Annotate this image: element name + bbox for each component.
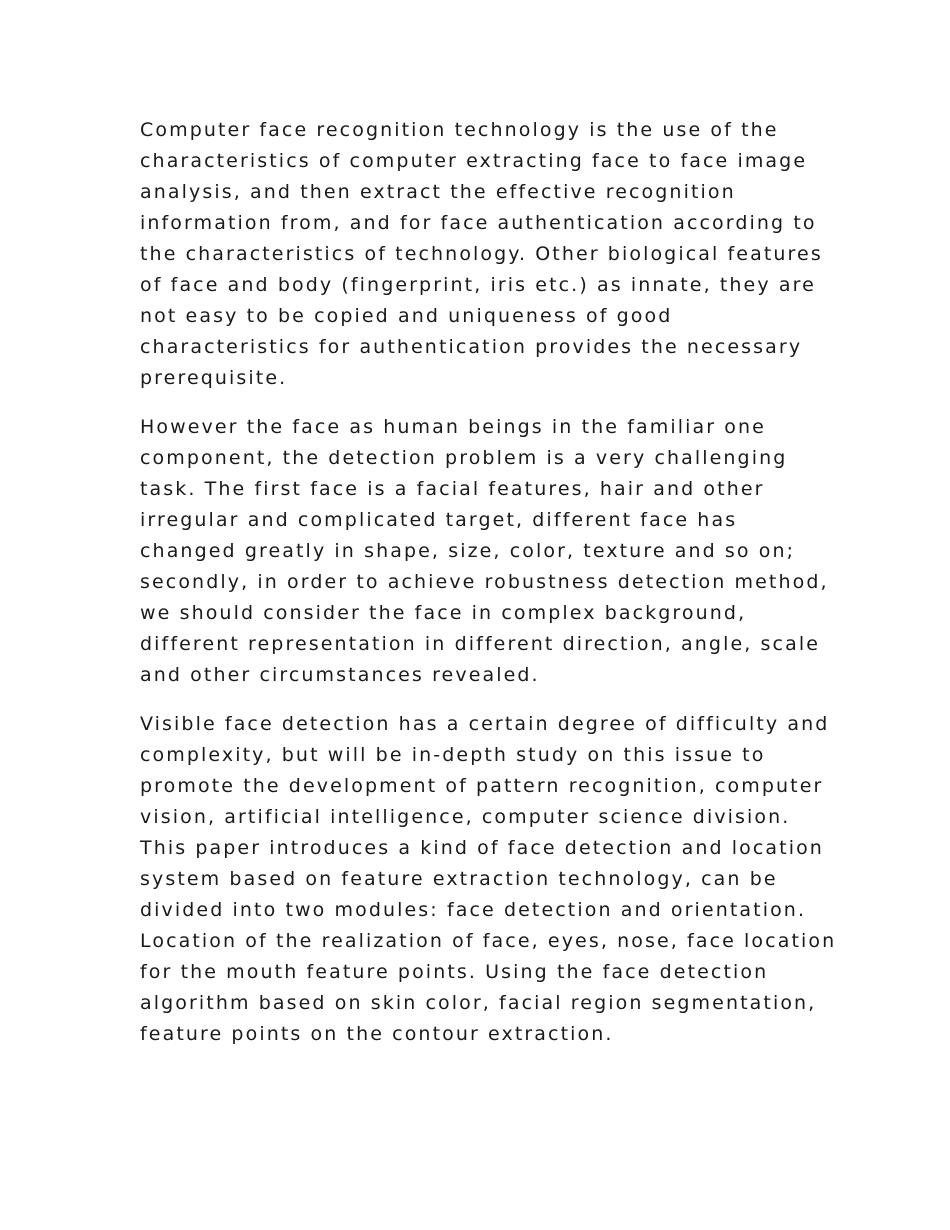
text-line: feature points on the contour extraction.	[140, 1023, 614, 1045]
text-line: for the mouth feature points. Using the face detection	[140, 961, 769, 983]
text-line: component, the detection problem is a very challenging	[140, 447, 788, 469]
text-line: and other circumstances revealed.	[140, 664, 540, 686]
text-line: irregular and complicated target, different face has	[140, 509, 738, 531]
text-line: the characteristics of technology. Other biological features	[140, 243, 823, 265]
text-line: vision, artificial intelligence, computer science division.	[140, 806, 791, 828]
text-line: This paper introduces a kind of face detection and location	[140, 837, 824, 859]
text-line: Location of the realization of face, eyes, nose, face location	[140, 930, 837, 952]
text-line: we should consider the face in complex background,	[140, 602, 747, 624]
text-line: changed greatly in shape, size, color, texture and so on;	[140, 540, 796, 562]
text-line: not easy to be copied and uniqueness of good	[140, 305, 673, 327]
text-line: prerequisite.	[140, 367, 288, 389]
paragraph-1	[140, 115, 823, 394]
text-line: divided into two modules: face detection and orientation.	[140, 899, 807, 921]
text-line: complexity, but will be in-depth study on this issue to	[140, 744, 766, 766]
text-line: information from, and for face authentication according to	[140, 212, 817, 234]
text-line: algorithm based on skin color, facial region segmentation,	[140, 992, 817, 1014]
text-line: task. The first face is a facial features, hair and other	[140, 478, 765, 500]
text-line: Visible face detection has a certain degree of difficulty and	[140, 713, 830, 735]
text-line: However the face as human beings in the familiar one	[140, 416, 766, 438]
text-line: analysis, and then extract the effective recognition	[140, 181, 736, 203]
text-line: Computer face recognition technology is the use of the	[140, 119, 779, 141]
text-line: promote the development of pattern recognition, computer	[140, 775, 824, 797]
text-line: characteristics for authentication provides the necessary	[140, 336, 803, 358]
text-line: system based on feature extraction technology, can be	[140, 868, 778, 890]
document-body	[140, 115, 837, 1050]
text-line: different representation in different direction, angle, scale	[140, 633, 820, 655]
paragraph-3	[140, 709, 837, 1050]
text-line: characteristics of computer extracting face to face image	[140, 150, 808, 172]
text-line: of face and body (fingerprint, iris etc.) as innate, they are	[140, 274, 816, 296]
text-line: secondly, in order to achieve robustness detection method,	[140, 571, 829, 593]
paragraph-2	[140, 412, 829, 691]
